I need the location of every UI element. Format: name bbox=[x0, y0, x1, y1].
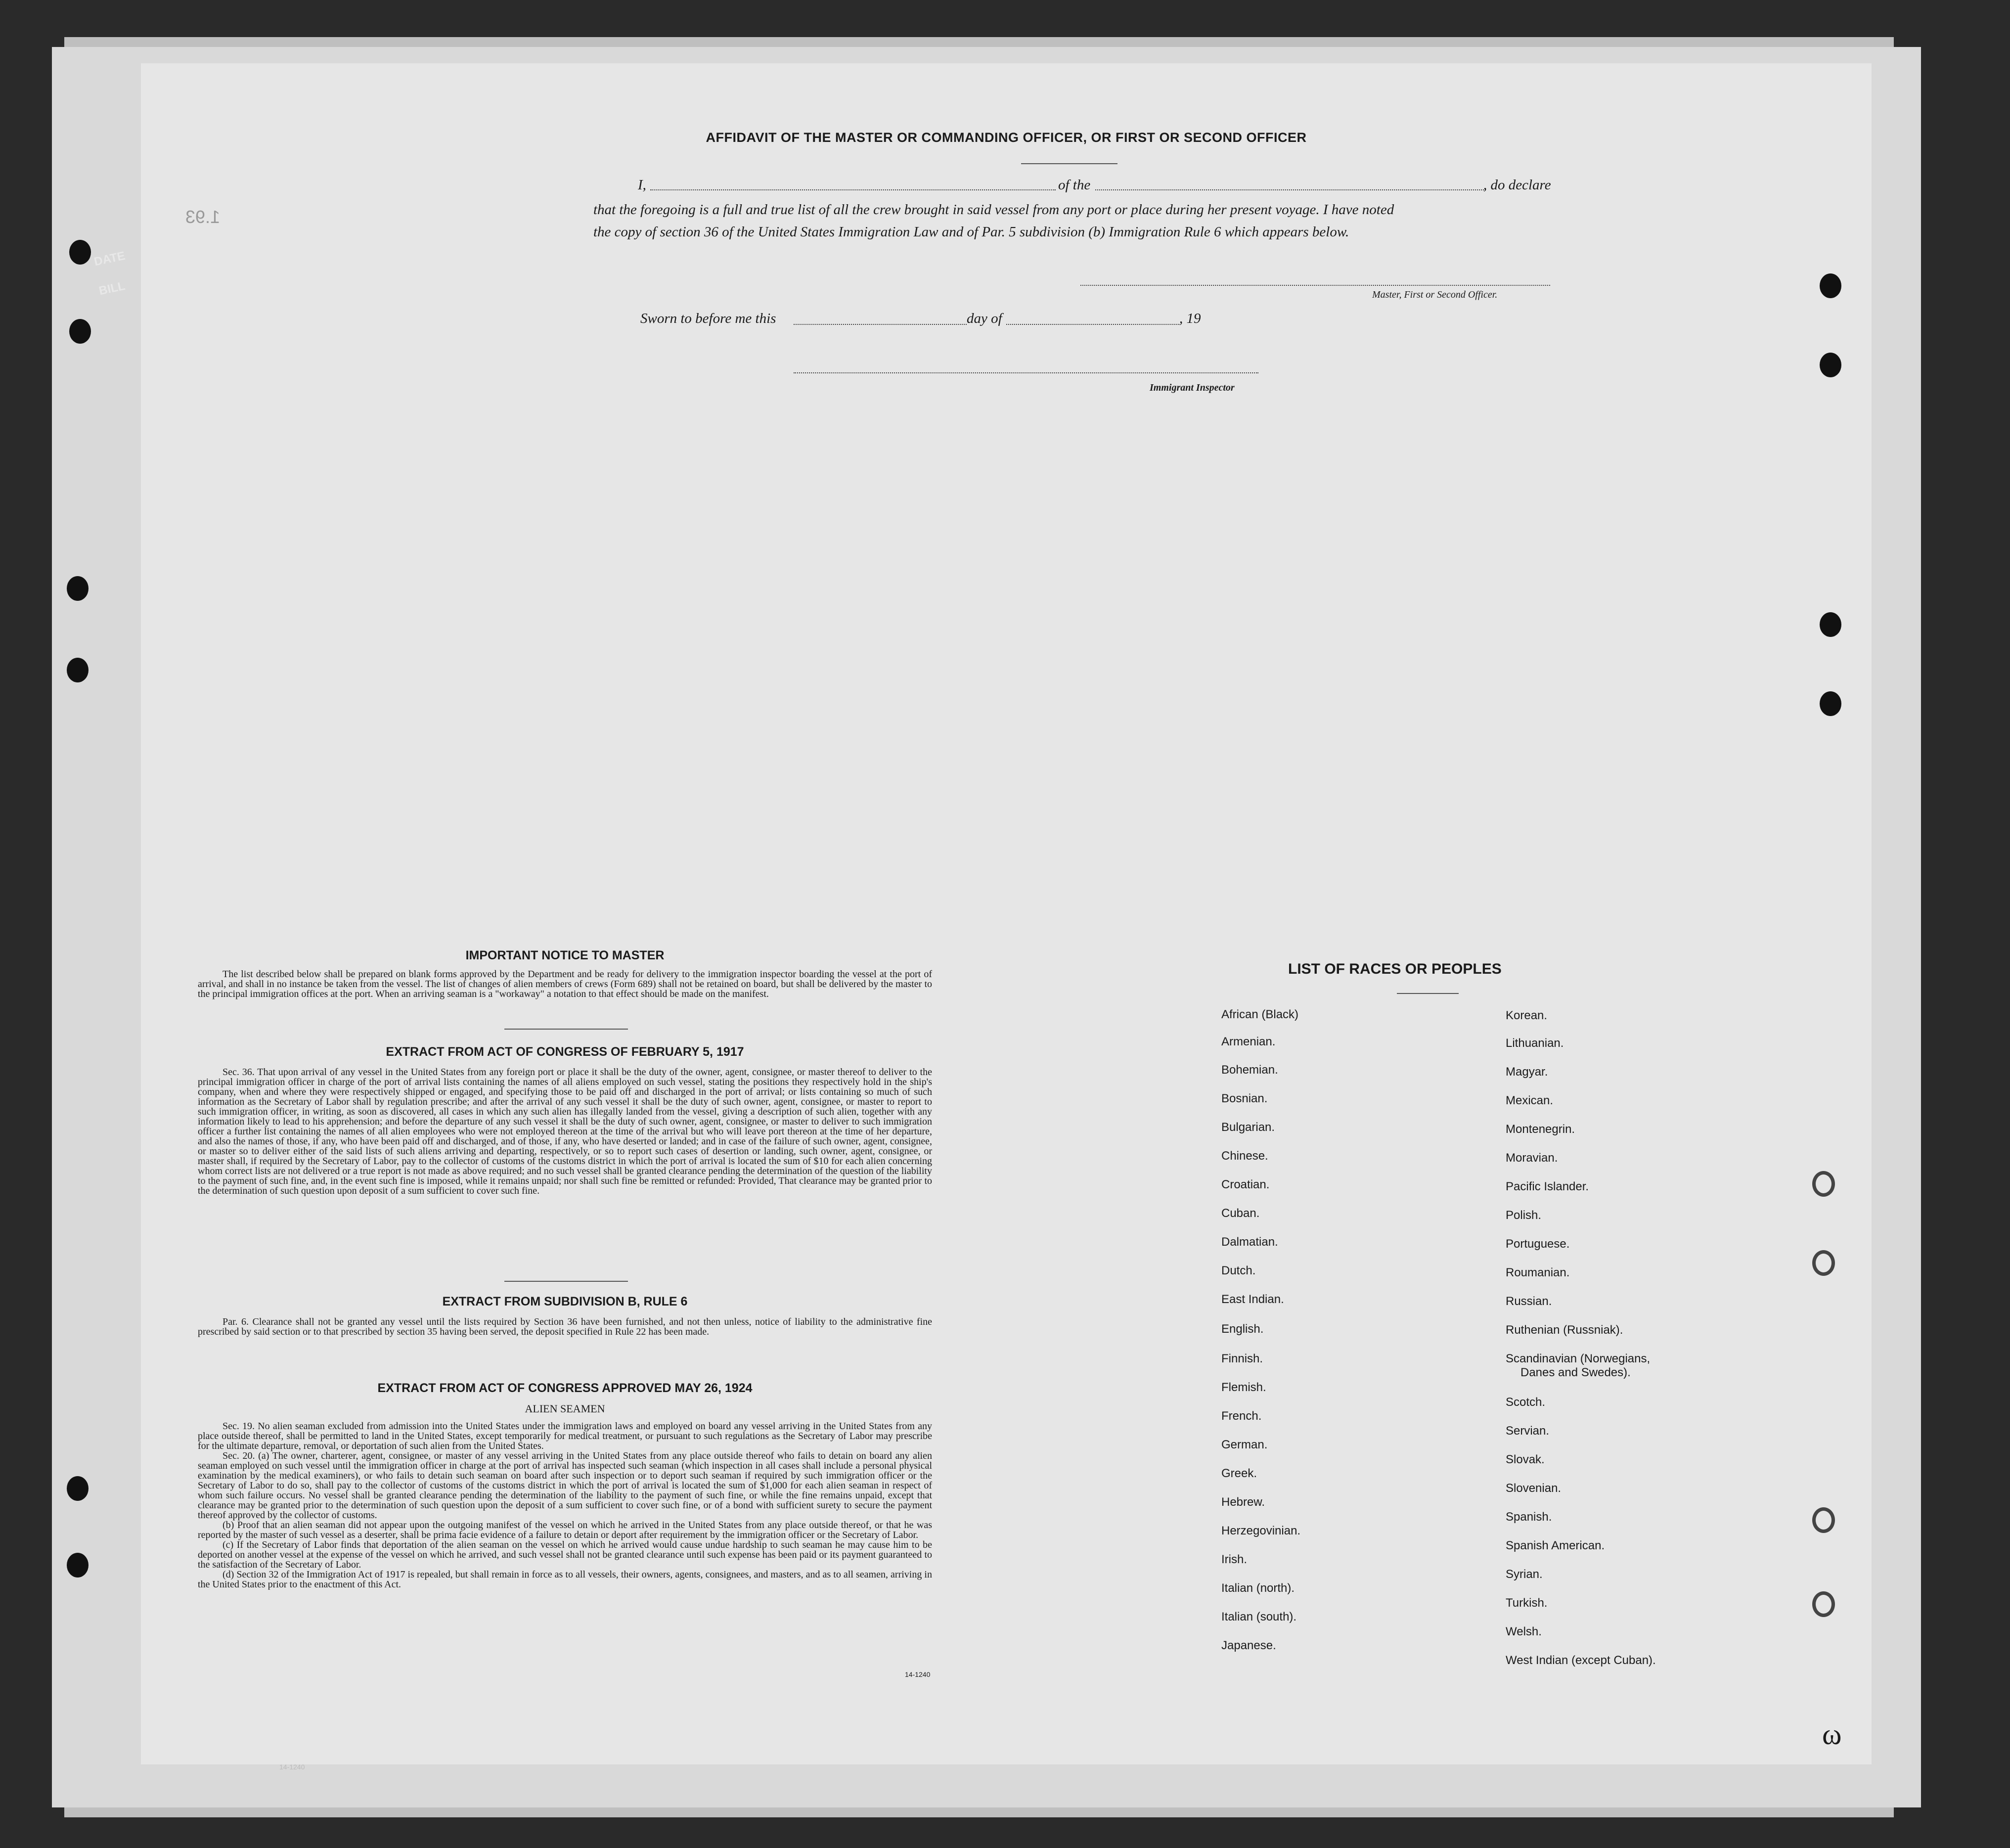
race-item: Bosnian. bbox=[1221, 1092, 1268, 1105]
sworn-day-blank[interactable] bbox=[794, 324, 967, 325]
sec20a-text: Sec. 20. (a) The owner, charterer, agent, consignee, or master of any vessel arriving in the United States from any place outside thereof who fails to detain on board any alien seaman employed on such vessel until the immigration officer in charge at the port of arrival has inspected such seaman (which inspection in all cases shall include a personal physical examination by the medical examiners), or who fails to detain such seaman on board after such inspection or to deport such seaman if required by such immigration officer or the Secretary of Labor to do so, shall pay to the collector of customs of the customs district in which the port of arrival is located the sum of $1,000 for each alien seaman in respect of whom such failure occurs. No vessel shall be granted clearance pending the determination of the liability to the payment of such fine, or while the fine remains unpaid, except that clearance may be granted prior to the determination of such question upon the deposit of a sum sufficient to cover such fine, or of a bond with sufficient surety to secure the payment thereof approved by the collector of customs. bbox=[198, 1450, 932, 1521]
race-item: Cuban. bbox=[1221, 1207, 1260, 1220]
race-item: Moravian. bbox=[1506, 1151, 1558, 1165]
race-item: East Indian. bbox=[1221, 1293, 1284, 1306]
race-item: Scotch. bbox=[1506, 1396, 1546, 1409]
inspector-signature-line[interactable] bbox=[794, 372, 1258, 373]
binder-hole-reinforced bbox=[1812, 1507, 1835, 1533]
binder-hole bbox=[1820, 691, 1841, 716]
affidavit-do-declare: , do declare bbox=[1483, 177, 1551, 193]
race-item: Danes and Swedes). bbox=[1520, 1366, 1631, 1379]
margin-stamp: DATE bbox=[92, 249, 127, 269]
race-item: Slovak. bbox=[1506, 1453, 1545, 1466]
race-item: Greek. bbox=[1221, 1467, 1257, 1480]
race-item: Roumanian. bbox=[1506, 1266, 1570, 1279]
form-sheet bbox=[141, 63, 1872, 1764]
notice-text: The list described below shall be prepared on blank forms approved by the Department and be ready for delivery to the immigration inspector boarding the vessel at the port of arrival, and shall in no instance be taken from the vessel. The list of changes of alien members of crews (Form 689) shall not be retained on board, but shall be delivered by the master to the principal immigration offices at the port. When an arriving seaman is a "workaway" a notation to that effect should be made on the manifest. bbox=[198, 969, 932, 999]
race-item: Pacific Islander. bbox=[1506, 1180, 1589, 1193]
binder-hole bbox=[67, 1553, 89, 1578]
binder-hole-reinforced bbox=[1812, 1591, 1835, 1617]
binder-hole bbox=[1820, 353, 1841, 377]
race-item: Finnish. bbox=[1221, 1352, 1263, 1365]
race-item: Portuguese. bbox=[1506, 1237, 1570, 1251]
page-number: 1.93 bbox=[185, 207, 221, 227]
race-item: Dalmatian. bbox=[1221, 1235, 1278, 1249]
race-item: Syrian. bbox=[1506, 1568, 1543, 1581]
race-item: Mexican. bbox=[1506, 1094, 1554, 1107]
name-blank[interactable] bbox=[650, 189, 1056, 190]
race-item: Irish. bbox=[1221, 1553, 1248, 1566]
binder-hole-reinforced bbox=[1812, 1250, 1835, 1276]
signature-label: Master, First or Second Officer. bbox=[1372, 289, 1498, 300]
race-item: Scandinavian (Norwegians, bbox=[1506, 1352, 1651, 1365]
race-item: West Indian (except Cuban). bbox=[1506, 1654, 1656, 1667]
race-item: Polish. bbox=[1506, 1209, 1542, 1222]
rule6-text: Par. 6. Clearance shall not be granted any vessel until the lists required by Section 36 have been furnished, and not then unless, notice of liability to the administrative fine prescribed by said section or to that prescribed by section 35 having been served, the deposit specified in Rule 22 has been made. bbox=[198, 1316, 932, 1337]
vessel-blank[interactable] bbox=[1095, 189, 1486, 190]
race-item: Montenegrin. bbox=[1506, 1123, 1575, 1136]
race-item: Herzegovinian. bbox=[1221, 1524, 1301, 1537]
race-item: Welsh. bbox=[1506, 1625, 1542, 1638]
year-label: , 19 bbox=[1179, 311, 1201, 326]
race-item: Servian. bbox=[1506, 1424, 1550, 1438]
races-title: LIST OF RACES OR PEOPLES bbox=[1288, 961, 1502, 977]
race-item: Spanish. bbox=[1506, 1510, 1552, 1524]
race-item: Armenian. bbox=[1221, 1035, 1276, 1048]
race-item: Turkish. bbox=[1506, 1596, 1548, 1610]
race-item: Bohemian. bbox=[1221, 1063, 1278, 1077]
race-item: English. bbox=[1221, 1322, 1264, 1336]
race-item: Japanese. bbox=[1221, 1639, 1276, 1652]
binder-hole bbox=[67, 658, 89, 682]
extract1924-title: EXTRACT FROM ACT OF CONGRESS APPROVED MAY 26, 1924 bbox=[377, 1381, 753, 1395]
sworn-label: Sworn to before me this bbox=[640, 311, 776, 326]
month-blank[interactable] bbox=[1006, 324, 1179, 325]
race-item: Korean. bbox=[1506, 1009, 1548, 1022]
binder-hole bbox=[67, 1476, 89, 1501]
sec19-text: Sec. 19. No alien seaman excluded from admission into the United States under the immigration laws and employed on board any vessel arriving in the United States from any place outside thereof, shall be permitted to land in the United States, except temporarily for medical treatment, or pursuant to such regulations as the Secretary of Labor may prescribe for the ultimate departure, removal, or deportation of such alien from the United States. bbox=[198, 1421, 932, 1451]
binder-hole bbox=[1820, 612, 1841, 637]
race-item: Russian. bbox=[1506, 1295, 1552, 1308]
race-item: German. bbox=[1221, 1438, 1268, 1451]
signature-line[interactable] bbox=[1080, 285, 1550, 286]
sec20d-text: (d) Section 32 of the Immigration Act of 1917 is repealed, but shall remain in force as to all vessels, their owners, agents, consignees, and masters, and as to all seamen, arriving in the United States prior to the enactment of this Act. bbox=[198, 1569, 932, 1590]
inspector-label: Immigrant Inspector bbox=[1150, 382, 1235, 393]
race-item: African (Black) bbox=[1221, 1008, 1299, 1021]
race-item: French. bbox=[1221, 1409, 1262, 1423]
race-item: Magyar. bbox=[1506, 1065, 1548, 1079]
extract1917-title: EXTRACT FROM ACT OF CONGRESS OF FEBRUARY 5, 1917 bbox=[386, 1045, 744, 1059]
race-item: Ruthenian (Russniak). bbox=[1506, 1323, 1623, 1337]
race-item: Spanish American. bbox=[1506, 1539, 1605, 1552]
affidavit-title: AFFIDAVIT OF THE MASTER OR COMMANDING OFFICER, OR FIRST OR SECOND OFFICER bbox=[706, 130, 1307, 145]
race-item: Lithuanian. bbox=[1506, 1037, 1564, 1050]
extract1924-subtitle: ALIEN SEAMEN bbox=[525, 1402, 605, 1415]
binder-hole-reinforced bbox=[1812, 1171, 1835, 1197]
race-item: Croatian. bbox=[1221, 1178, 1270, 1191]
rule6-title: EXTRACT FROM SUBDIVISION B, RULE 6 bbox=[442, 1295, 688, 1308]
binder-hole bbox=[1820, 273, 1841, 298]
race-item: Italian (south). bbox=[1221, 1610, 1297, 1623]
section-rule bbox=[504, 1029, 628, 1030]
race-item: Chinese. bbox=[1221, 1149, 1268, 1163]
binder-hole bbox=[69, 319, 91, 344]
race-item: Italian (north). bbox=[1221, 1581, 1295, 1595]
notice-title: IMPORTANT NOTICE TO MASTER bbox=[465, 948, 665, 962]
race-item: Flemish. bbox=[1221, 1381, 1266, 1394]
title-rule bbox=[1021, 163, 1117, 164]
extract1924-body bbox=[198, 1421, 932, 1589]
day-of-label: day of bbox=[967, 311, 1002, 326]
race-item: Bulgarian. bbox=[1221, 1121, 1275, 1134]
extract1917-text: Sec. 36. That upon arrival of any vessel in the United States from any foreign port or place it shall be the duty of the owner, agent, consignee, or master thereof to deliver to the principal immigration officer in charge of the port of arrival lists containing the names of all aliens employed on such vessel, stating the positions they respectively hold in the ship's company, when and where they were respectively shipped or engaged, and specifying those to be paid off and discharged in the port of arrival; or lists containing so much of such information as the Secretary of Labor shall by regulation prescribe; and after the arrival of any such vessel it shall be the duty of such owner, agent, consignee, or master to report to such immigration officer, in writing, as soon as discovered, all cases in which any such alien has illegally landed from the vessel, giving a description of such alien, together with any information likely to lead to his apprehension; and before the departure of any such vessel it shall be the duty of such owner, agent, consignee, or master to deliver to such immigration officer a further list containing the names of all alien employees who were not employed thereon at the time of the arrival but who will leave port thereon at the time of her departure, and also the names of those, if any, who have been paid off and discharged, and of those, if any, who have deserted or landed; and in case of the failure of such owner, agent, consignee, or master so to deliver either of the said lists of such aliens arriving and departing, respectively, or so to report such cases of desertion or landing, such owner, agent, consignee, or master shall, if required by the Secretary of Labor, pay to the collector of customs of the customs district in which the port of arrival is located the sum of $10 for each alien concerning whom correct lists are not delivered or a true report is not made as above required; and no such vessel shall be granted clearance pending the determination of the question of the liability to the payment of such fine, and, in the event such fine is imposed, while it remains unpaid; nor shall such fine be remitted or refunded: Provided, That clearance may be granted prior to the determination of such question upon deposit of a sum sufficient to cover such fine. bbox=[198, 1067, 932, 1196]
corner-mark: ω bbox=[1822, 1718, 1842, 1751]
section-rule bbox=[504, 1281, 628, 1282]
affidavit-line2: that the foregoing is a full and true list of all the crew brought in said vessel from any port or place during her present voyage. I have noted bbox=[593, 202, 1394, 218]
affidavit-i-label: I, bbox=[638, 177, 646, 193]
sec20b-text: (b) Proof that an alien seaman did not appear upon the outgoing manifest of the vessel on which he arrived in the United States from any place outside thereof, or that he was reported by the master of such vessel as a deserter, shall be prima facie evidence of a failure to detain or deport after requirement by the immigration officer or the Secretary of Labor. bbox=[198, 1520, 932, 1540]
binder-hole bbox=[69, 240, 91, 265]
race-item: Slovenian. bbox=[1506, 1482, 1562, 1495]
race-item: Dutch. bbox=[1221, 1264, 1256, 1277]
margin-stamp: BILL bbox=[97, 279, 127, 298]
race-item: Hebrew. bbox=[1221, 1495, 1265, 1509]
affidavit-line3: the copy of section 36 of the United States Immigration Law and of Par. 5 subdivision (b) Immigration Rule 6 which appears below. bbox=[593, 224, 1349, 240]
form-code: 14-1240 bbox=[905, 1670, 931, 1678]
sec20c-text: (c) If the Secretary of Labor finds that deportation of the alien seaman on the vessel on which he arrived would cause undue hardship to such seaman he may cause him to be deported on another vessel at the expense of the vessel on which he arrived, and such vessel shall not be granted clearance until such expense has been paid or its payment guaranteed to the satisfaction of the Secretary of Labor. bbox=[198, 1539, 932, 1570]
races-rule bbox=[1397, 993, 1459, 994]
affidavit-of-the: of the bbox=[1058, 177, 1091, 193]
bottom-code: 14-1240 bbox=[279, 1763, 305, 1771]
binder-hole bbox=[67, 576, 89, 601]
